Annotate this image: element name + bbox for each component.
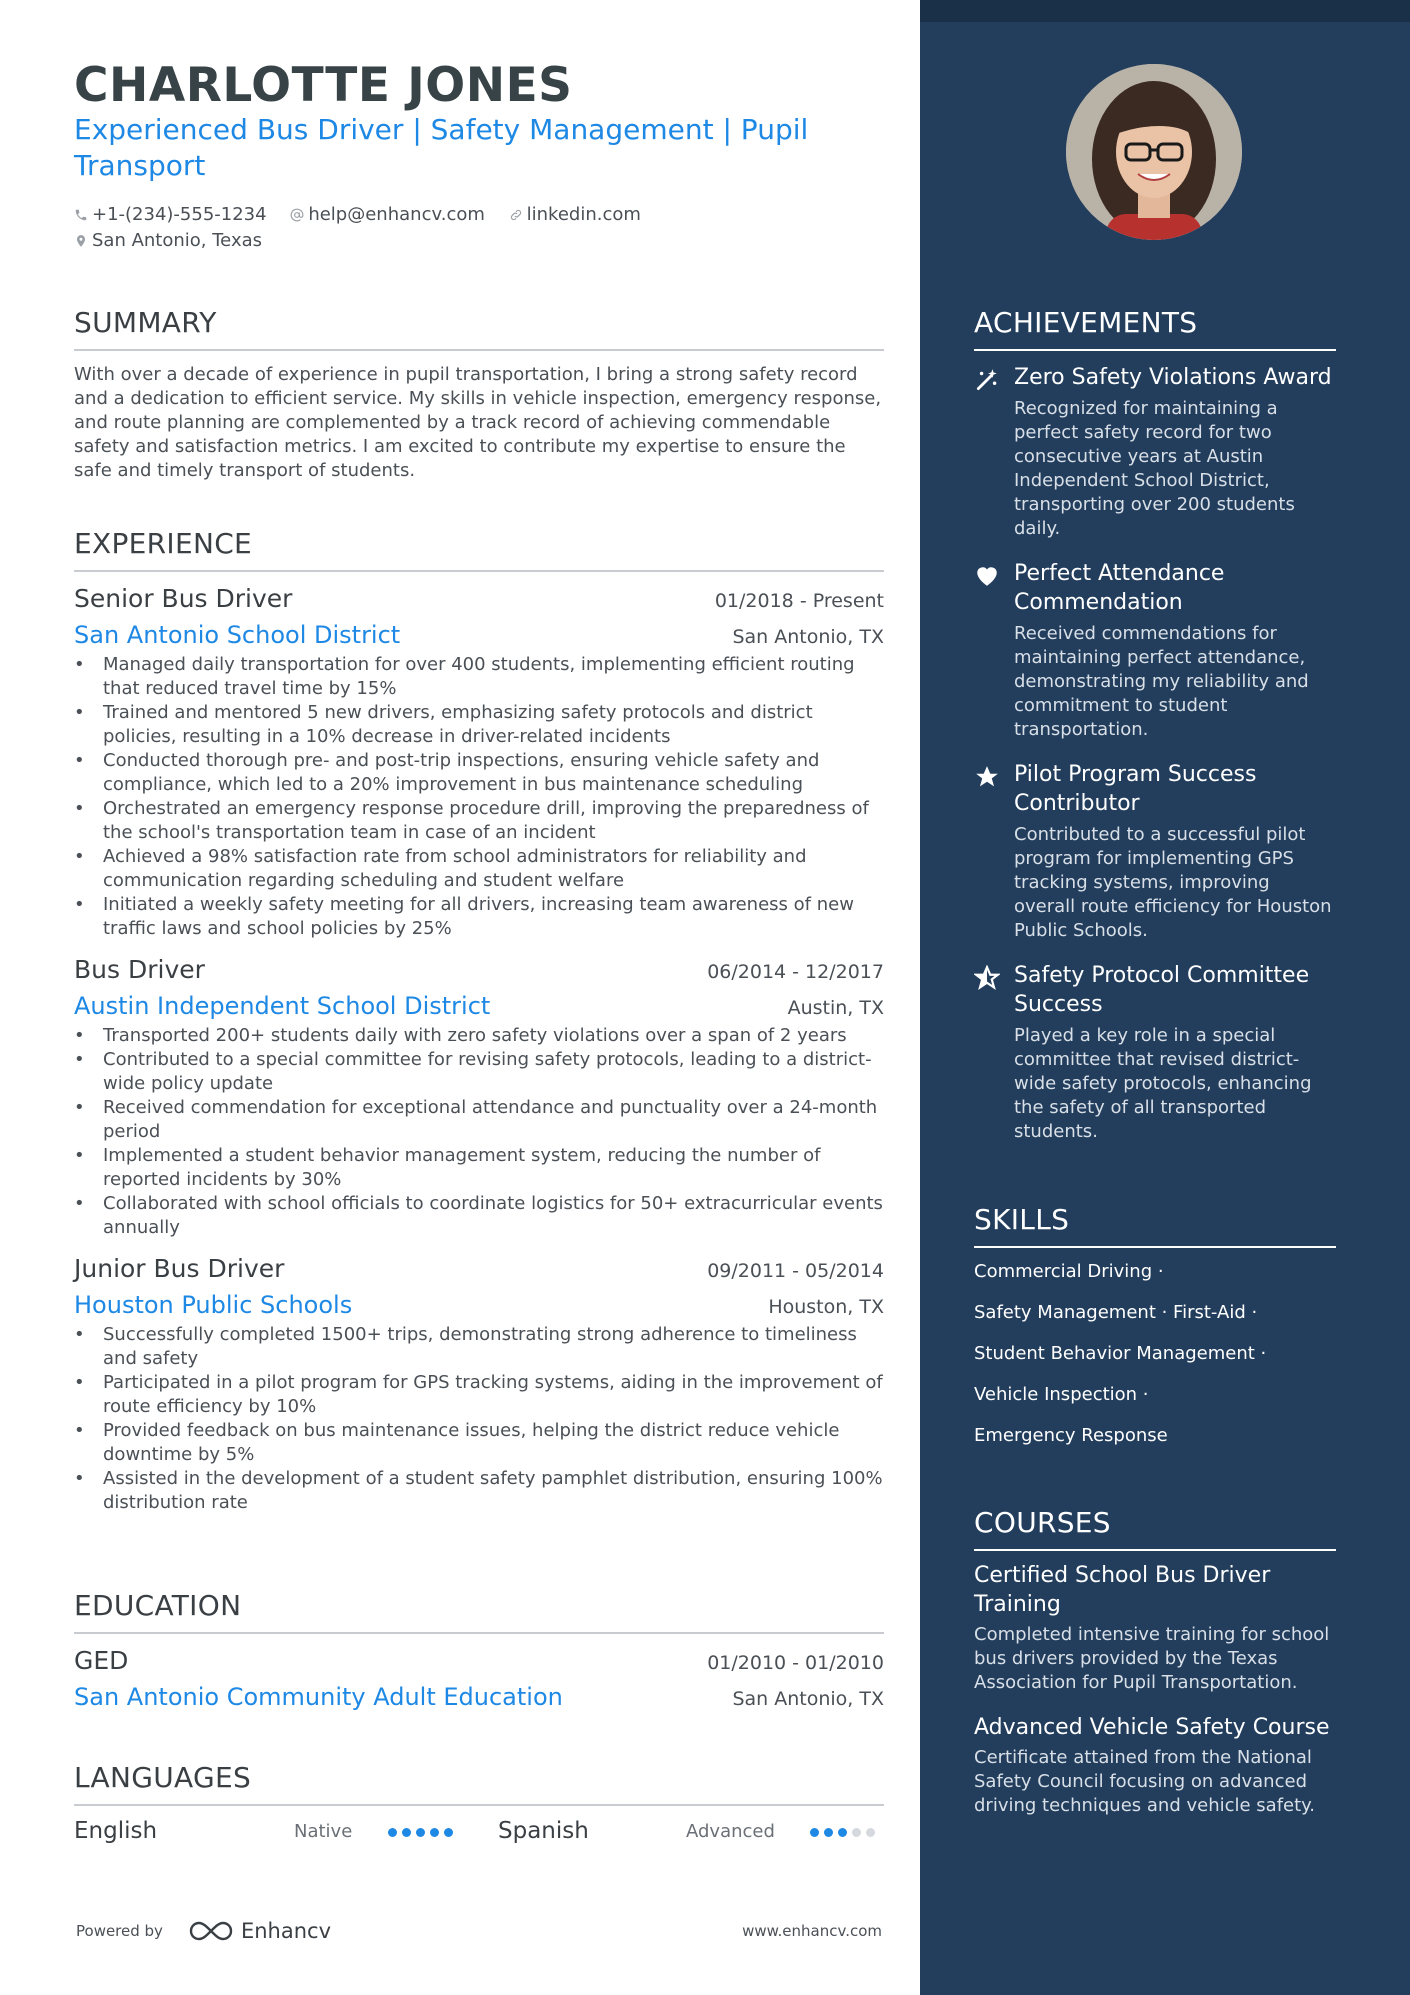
achievement-description: Contributed to a successful pilot program for implementing GPS tracking systems, improving overall route efficiency for Houston Public Schools. [1014, 824, 1332, 941]
achievement-title: Zero Safety Violations Award [1014, 365, 1332, 390]
achievement-title: Pilot Program Success Contributor [1014, 762, 1257, 816]
achievement-title: Perfect Attendance Commendation [1014, 561, 1225, 615]
candidate-name: CHARLOTTE JONES [74, 58, 573, 113]
achievement-description: Recognized for maintaining a perfect safety record for two consecutive years at Austin Independent School District, transporting over 200 students daily. [1014, 398, 1295, 539]
language-name: Spanish [498, 1818, 589, 1844]
language-item [74, 1818, 498, 1844]
location-contact [74, 228, 262, 254]
education-dates: 01/2010 - 01/2010 [707, 1652, 884, 1674]
rating-dot-filled [444, 1828, 453, 1837]
skills-heading: SKILLS [974, 1203, 1336, 1248]
email-text: help@enhancv.com [308, 204, 485, 225]
heart-icon [974, 563, 1000, 589]
languages-row [74, 1818, 884, 1844]
course-title: Certified School Bus Driver Training [974, 1563, 1271, 1617]
location-text: San Antonio, Texas [92, 230, 262, 251]
job-bullet: • Received commendation for exceptional attendance and punctuality over a 24-month period [74, 1096, 884, 1144]
achievements-heading: ACHIEVEMENTS [974, 306, 1336, 351]
linkedin-contact[interactable] [509, 202, 641, 228]
language-name: English [74, 1818, 158, 1844]
education-section [74, 1589, 884, 1711]
skills-section [974, 1203, 1336, 1448]
achievement-item [974, 961, 1336, 1144]
job-entry [74, 1254, 884, 1515]
job-bullet: • Initiated a weekly safety meeting for all drivers, increasing team awareness of new traffic laws and school policies by 25% [74, 893, 884, 941]
footer-url[interactable]: www.enhancv.com [742, 1922, 882, 1940]
job-bullet: • Assisted in the development of a student safety pamphlet distribution, ensuring 100% distribution rate [74, 1467, 884, 1515]
location-pin-icon [74, 234, 88, 248]
rating-dot-filled [416, 1828, 425, 1837]
avatar [1066, 64, 1242, 240]
language-rating [810, 1821, 880, 1842]
experience-heading: EXPERIENCE [74, 527, 884, 572]
course-item [974, 1561, 1336, 1695]
language-item [498, 1818, 884, 1844]
language-level: Native [294, 1820, 353, 1842]
job-title: Bus Driver [74, 955, 205, 984]
courses-heading: COURSES [974, 1506, 1336, 1551]
rating-dot-empty [852, 1828, 861, 1837]
job-dates: 06/2014 - 12/2017 [707, 961, 884, 983]
sidebar [920, 0, 1410, 1995]
email-contact[interactable] [290, 202, 485, 228]
job-title: Senior Bus Driver [74, 584, 293, 613]
course-item [974, 1713, 1336, 1818]
achievement-item [974, 363, 1336, 541]
enhancv-logo-icon [187, 1918, 235, 1944]
phone-contact[interactable] [74, 202, 267, 228]
job-company[interactable]: Austin Independent School District [74, 992, 491, 1020]
achievement-item [974, 760, 1336, 943]
languages-heading: LANGUAGES [74, 1761, 884, 1806]
job-entry [74, 955, 884, 1240]
skill-line: Vehicle Inspection · [974, 1384, 1149, 1405]
job-bullet: • Achieved a 98% satisfaction rate from school administrators for reliability and communication regarding scheduling and student welfare [74, 845, 884, 893]
experience-section [74, 527, 884, 1515]
job-bullet: • Conducted thorough pre- and post-trip inspections, ensuring vehicle safety and compliance, which led to a 20% improvement in bus maintenance scheduling [74, 749, 884, 797]
summary-text: With over a decade of experience in pupil transportation, I bring a strong safety record and a dedication to efficient service. My skills in vehicle inspection, emergency response, and route planning are complemented by a track record of achieving commendable safety and satisfaction metrics. I am excited to contribute my expertise to ensure the safe and timely transport of students. [74, 364, 882, 481]
magic-wand-icon [974, 367, 1000, 393]
job-bullets [74, 653, 884, 941]
job-bullets [74, 1024, 884, 1240]
job-bullets [74, 1323, 884, 1515]
skill-line: Student Behavior Management · [974, 1343, 1267, 1364]
brand-name: Enhancv [240, 1919, 331, 1943]
job-location: Houston, TX [768, 1296, 884, 1318]
education-location: San Antonio, TX [732, 1688, 884, 1710]
footer [76, 1918, 882, 1944]
candidate-headline: Experienced Bus Driver | Safety Management | Pupil Transport [74, 113, 809, 182]
rating-dot-filled [430, 1828, 439, 1837]
summary-section [74, 306, 884, 483]
job-bullet: • Implemented a student behavior management system, reducing the number of reported incidents by 30% [74, 1144, 884, 1192]
job-location: Austin, TX [787, 997, 884, 1019]
education-degree: GED [74, 1646, 129, 1675]
education-heading: EDUCATION [74, 1589, 884, 1634]
job-bullet: • Provided feedback on bus maintenance issues, helping the district reduce vehicle downtime by 5% [74, 1419, 884, 1467]
rating-dot-filled [402, 1828, 411, 1837]
job-location: San Antonio, TX [732, 626, 884, 648]
languages-section [74, 1761, 884, 1844]
phone-text: +1-(234)-555-1234 [92, 204, 267, 225]
achievement-description: Played a key role in a special committee that revised district-wide safety protocols, enhancing the safety of all transported students. [1014, 1025, 1312, 1142]
at-icon [290, 208, 304, 222]
achievement-item [974, 559, 1336, 742]
phone-icon [74, 208, 88, 222]
job-company[interactable]: San Antonio School District [74, 621, 401, 649]
rating-dot-filled [824, 1828, 833, 1837]
job-bullet: • Successfully completed 1500+ trips, demonstrating strong adherence to timeliness and safety [74, 1323, 884, 1371]
link-icon [509, 208, 523, 222]
language-level: Advanced [686, 1820, 775, 1842]
contact-info [74, 202, 894, 254]
course-description: Completed intensive training for school bus drivers provided by the Texas Association for Pupil Transportation. [974, 1624, 1330, 1693]
course-description: Certificate attained from the National Safety Council focusing on advanced driving techniques and vehicle safety. [974, 1747, 1315, 1816]
powered-by-label: Powered by [76, 1922, 163, 1940]
rating-dot-filled [388, 1828, 397, 1837]
job-title: Junior Bus Driver [74, 1254, 285, 1283]
job-dates: 09/2011 - 05/2014 [707, 1260, 884, 1282]
half-star-icon [974, 965, 1000, 991]
job-company[interactable]: Houston Public Schools [74, 1291, 353, 1319]
job-bullet: • Transported 200+ students daily with zero safety violations over a span of 2 years [74, 1024, 884, 1048]
job-bullet: • Participated in a pilot program for GPS tracking systems, aiding in the improvement of route efficiency by 10% [74, 1371, 884, 1419]
job-dates: 01/2018 - Present [714, 590, 884, 612]
language-rating [388, 1821, 458, 1842]
summary-heading: SUMMARY [74, 306, 884, 351]
education-school[interactable]: San Antonio Community Adult Education [74, 1683, 563, 1711]
course-title: Advanced Vehicle Safety Course [974, 1715, 1330, 1740]
achievements-section [974, 306, 1336, 1144]
job-bullet: • Trained and mentored 5 new drivers, emphasizing safety protocols and district policies, resulting in a 10% decrease in driver-related incidents [74, 701, 884, 749]
achievement-title: Safety Protocol Committee Success [1014, 963, 1310, 1017]
rating-dot-filled [838, 1828, 847, 1837]
skill-line: Commercial Driving · [974, 1261, 1164, 1282]
job-entry [74, 584, 884, 941]
linkedin-text: linkedin.com [526, 204, 641, 225]
sidebar-top-strip [920, 0, 1410, 22]
job-bullet: • Orchestrated an emergency response procedure drill, improving the preparedness of the school's transportation team in case of an incident [74, 797, 884, 845]
rating-dot-empty [866, 1828, 875, 1837]
rating-dot-filled [810, 1828, 819, 1837]
achievement-description: Received commendations for maintaining perfect attendance, demonstrating my reliability and commitment to student transportation. [1014, 623, 1309, 740]
skill-line: Emergency Response [974, 1425, 1168, 1446]
courses-section [974, 1506, 1336, 1818]
star-icon [974, 764, 1000, 790]
job-bullet: • Managed daily transportation for over 400 students, implementing efficient routing that reduced travel time by 15% [74, 653, 884, 701]
skill-line: Safety Management · First-Aid · [974, 1302, 1258, 1323]
job-bullet: • Collaborated with school officials to coordinate logistics for 50+ extracurricular events annually [74, 1192, 884, 1240]
job-bullet: • Contributed to a special committee for revising safety protocols, leading to a district-wide policy update [74, 1048, 884, 1096]
